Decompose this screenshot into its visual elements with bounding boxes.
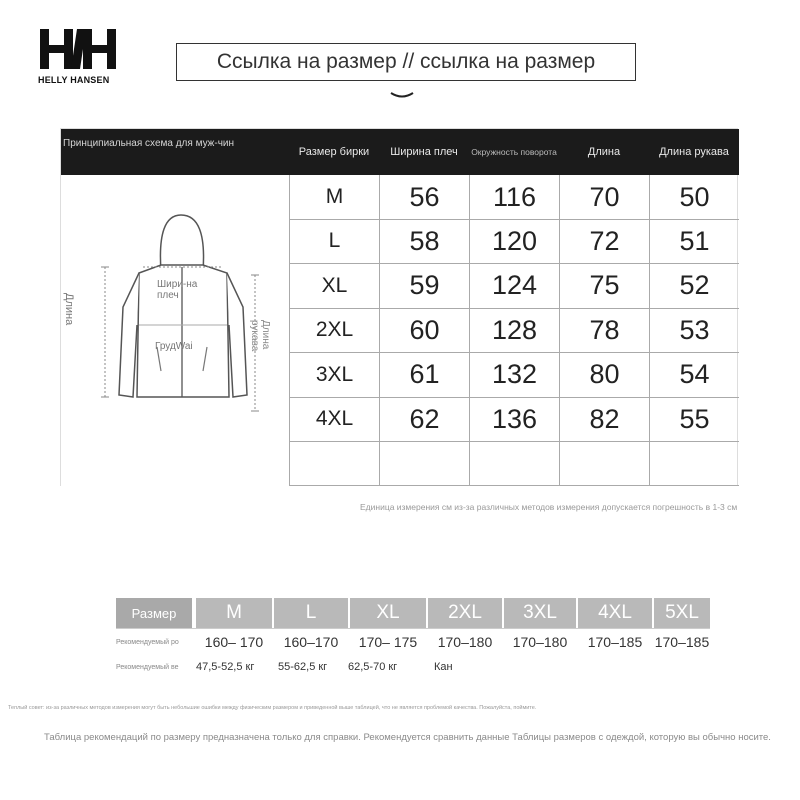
size-row: [289, 175, 739, 220]
size-cell-chest: 136: [469, 397, 559, 441]
rec-size-3: 2XL: [428, 598, 502, 628]
size-cell-size: 2XL: [289, 308, 379, 352]
size-cell-length: 72: [559, 219, 649, 263]
size-cell-size: [289, 441, 379, 485]
size-cell-chest: 132: [469, 353, 559, 397]
rec-height-6: 170–185: [654, 634, 710, 650]
rec-height-5: 170–185: [587, 634, 643, 650]
header-tag-size: Размер бирки: [298, 146, 370, 158]
size-cell-chest: [469, 441, 559, 485]
header-diagram-label: Принципиальная схема для муж-чин: [63, 138, 235, 149]
rec-height-1: 160–170: [283, 634, 339, 650]
size-cell-shoulder: 59: [379, 264, 469, 308]
size-cell-size: L: [289, 219, 379, 263]
rec-height-label: Рекомендуемый ро: [116, 638, 179, 646]
size-cell-shoulder: 62: [379, 397, 469, 441]
hh-logo-icon: [38, 27, 118, 71]
size-cell-sleeve: 50: [649, 175, 739, 219]
rec-weight-0: 47,5-52,5 кг: [196, 661, 255, 673]
header-shoulder: Ширина плеч: [390, 146, 458, 158]
header-length: Длина: [587, 146, 621, 158]
size-cell-length: [559, 441, 649, 485]
rec-height-2: 170– 175: [358, 634, 418, 650]
size-cell-shoulder: 58: [379, 219, 469, 263]
size-cell-size: M: [289, 175, 379, 219]
rec-size-2: XL: [350, 598, 426, 628]
fine-print: Теплый совет: из-за различных методов измерения могут быть небольшие ошибки между физическим размером и приведенной выше таблицей, что не является проблемой качества. Пожалуйста, поймите.: [8, 705, 537, 711]
size-cell-shoulder: 56: [379, 175, 469, 219]
size-cell-length: 70: [559, 175, 649, 219]
rec-weight-label: Рекомендуемый ве: [116, 663, 179, 671]
size-cell-length: 78: [559, 308, 649, 352]
brand-name: HELLY HANSEN: [38, 75, 110, 85]
size-cell-sleeve: 53: [649, 308, 739, 352]
recommendation-weight-row: [116, 654, 710, 680]
page-title: Ссылка на размер // ссылка на размер: [176, 43, 636, 81]
diagram-sleeve-label: Длина рукава: [249, 320, 271, 352]
jacket-diagram: [61, 175, 289, 486]
header-chest: Окружность поворота: [471, 147, 557, 157]
size-cell-chest: 120: [469, 219, 559, 263]
rec-weight-3: Кан: [434, 661, 453, 673]
rec-size-1: L: [274, 598, 348, 628]
rec-weight-2: 62,5-70 кг: [348, 661, 398, 673]
size-cell-sleeve: 54: [649, 353, 739, 397]
diagram-chest-label: ГрудWai: [155, 341, 193, 352]
size-cell-chest: 124: [469, 264, 559, 308]
rec-size-5: 4XL: [578, 598, 652, 628]
size-cell-size: XL: [289, 264, 379, 308]
diagram-shoulder-label: Шири-на плеч: [157, 279, 198, 301]
size-cell-length: 80: [559, 353, 649, 397]
size-chart-header: [61, 129, 739, 175]
size-chart: [60, 128, 738, 486]
size-row: [289, 264, 739, 309]
size-cell-length: 82: [559, 397, 649, 441]
size-cell-size: 3XL: [289, 353, 379, 397]
rec-weight-1: 55-62,5 кг: [278, 661, 328, 673]
size-cell-sleeve: 55: [649, 397, 739, 441]
header-sleeve: Длина рукава: [659, 146, 729, 158]
size-row: [289, 397, 739, 442]
size-cell-sleeve: 51: [649, 219, 739, 263]
rec-size-label: Размер: [116, 598, 192, 628]
size-row: [289, 441, 739, 486]
recommendation-height-row: [116, 628, 710, 655]
rec-height-0: 160– 170: [204, 634, 264, 650]
rec-size-0: M: [196, 598, 272, 628]
size-row: [289, 353, 739, 398]
size-cell-chest: 128: [469, 308, 559, 352]
rec-height-3: 170–180: [437, 634, 493, 650]
size-cell-sleeve: [649, 441, 739, 485]
unit-note: Единица измерения см из-за различных методов измерения допускается погрешность в 1-3 см: [360, 502, 738, 512]
rec-size-6: 5XL: [654, 598, 710, 628]
size-cell-shoulder: 60: [379, 308, 469, 352]
size-cell-shoulder: [379, 441, 469, 485]
size-row: [289, 308, 739, 353]
size-cell-size: 4XL: [289, 397, 379, 441]
disclaimer: Таблица рекомендаций по размеру предназначена только для справки. Рекомендуется сравнить данные Таблицы размеров с одеждой, которую вы обычно носите.: [44, 732, 771, 743]
size-cell-shoulder: 61: [379, 353, 469, 397]
size-cell-length: 75: [559, 264, 649, 308]
recommendation-header: [116, 598, 710, 628]
size-cell-chest: 116: [469, 175, 559, 219]
chevron-down-icon: [389, 90, 415, 102]
rec-size-4: 3XL: [504, 598, 576, 628]
size-row: [289, 219, 739, 264]
brand-logo: [38, 27, 122, 87]
diagram-length-label: Длина: [63, 293, 75, 326]
rec-height-4: 170–180: [512, 634, 568, 650]
size-grid: [289, 175, 739, 486]
size-cell-sleeve: 52: [649, 264, 739, 308]
